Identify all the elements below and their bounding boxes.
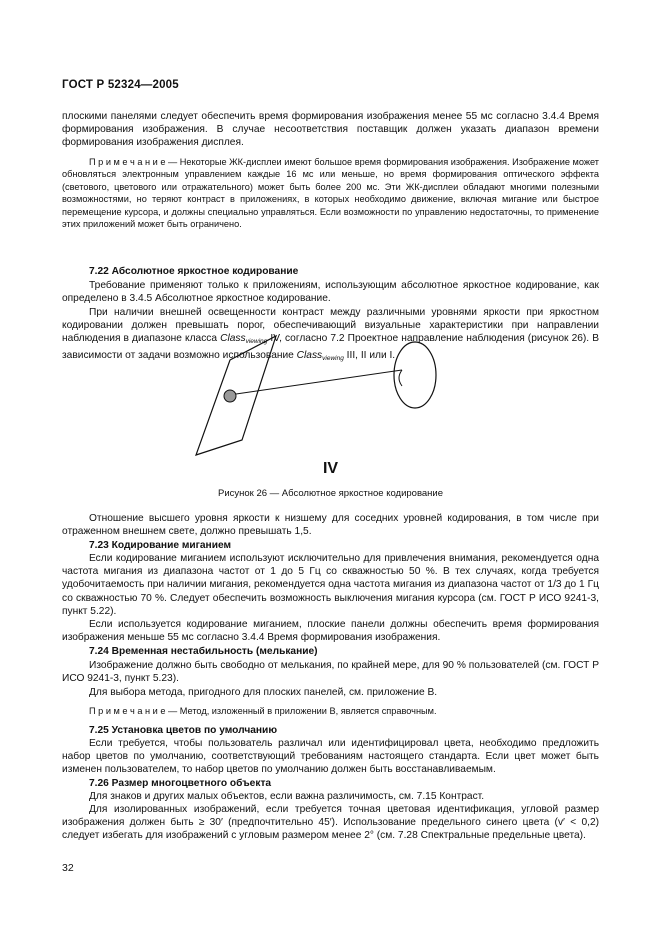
ratio-paragraph: Отношение высшего уровня яркости к низшему для соседних уровней кодирования, в том числе при отраженном внешнем свете, должно превышать 1,5. [62, 513, 599, 538]
note-1-text: — Некоторые ЖК-дисплеи имеют большое время формирования изображения. Изображение может обновляться электронным управлением каждые 16 мс или меньше, но время формирования оптического эффекта (светового, цветового или отражательного) может быть более 200 мс. Эти ЖК-дисплеи обладают многими полезными возможностями, но теряют контраст в приложениях, в которых необходимо движение, включая мигание или быстрое перемещение курсора, и должны специально управляться. Если возможности по управлению недостаточны, то применение этих приложений может быть ограничено. [62, 157, 599, 230]
intro-paragraph: плоскими панелями следует обеспечить время формирования изображения менее 55 мс согласно 3.4.4 Время формирования изображения. В случае несоответствия поставщик должен указать диапазон времени формирования изображения дисплея. [62, 111, 599, 149]
page-number: 32 [62, 862, 74, 874]
document-header: ГОСТ Р 52324—2005 [62, 79, 179, 91]
section-7-22-paragraph-1: Требование применяют только к приложениям, использующим абсолютное яркостное кодирование, как определено в 3.4.5 Абсолютное яркостное кодирование. [62, 280, 599, 305]
class-subscript: viewing [245, 338, 268, 346]
section-7-26-paragraph-1: Для знаков и других малых объектов, если важна различимость, см. 7.15 Контраст. [89, 791, 485, 802]
class-subscript: viewing [322, 354, 344, 362]
class-word: Class [296, 349, 323, 361]
figure-caption: Рисунок 26 — Абсолютное яркостное кодирование [217, 488, 444, 499]
text-run: IV, согласно 7.2 Проектное направление наблюдения (рисунок 26). В зависимости от задачи возможно использование [62, 333, 599, 361]
note-1-label: П р и м е ч а н и е [89, 157, 166, 167]
text-run: При наличии внешней освещенности контраст между различными уровнями яркости при яркостном кодировании должен превышать порог, обеспечивающий визуальные характеристики при направлении наблюдения в диапазоне класса [62, 307, 599, 345]
section-7-25-heading: 7.25 Установка цветов по умолчанию [89, 725, 278, 736]
section-7-23-paragraph-1: Если кодирование миганием используют исключительно для привлечения внимания, рекомендуется одна частота мигания из диапазона частот от 1 до 5 Гц со скважностью 50 %. В тех случаях, когда требуется удобочитаемость при наличии мигания, рекомендуется одна частота мигания из диапазона частот от 1/3 до 1 Гц со скважностью 70 %. Следует обеспечить возможность выключения мигания курсора (см. ГОСТ Р ИСО 9241-3, пункт 5.22). [62, 553, 599, 617]
section-7-24-paragraph-2: Для выбора метода, пригодного для плоских панелей, см. приложение В. [89, 687, 438, 698]
note-2-label: П р и м е ч а н и е [89, 706, 166, 716]
section-7-26-paragraph-2: Для изолированных изображений, если требуется точная цветовая идентификация, угловой размер изображения должен быть ≥ 30′ (предпочтительно 45′). Использование предельного синего цвета (v′ < 0,2) следует избегать для изображений с угловым размером менее 2° (см. 7.28 Спектральные предельные цвета). [62, 804, 599, 842]
section-7-24-paragraph-1: Изображение должно быть свободно от мелькания, по крайней мере, для 90 % пользователей (см. ГОСТ Р ИСО 9241-3, пункт 5.23). [62, 660, 599, 685]
class-word: Class [220, 333, 246, 345]
section-7-24-heading: 7.24 Временная нестабильность (мелькание) [89, 646, 318, 657]
note-1 [62, 156, 599, 230]
eye-pupil-arc [399, 370, 402, 386]
figure-26-drawing [180, 330, 480, 460]
section-7-23-paragraph-2: Если используется кодирование миганием, плоские панели должны обеспечить время формирования изображения меньше 55 мс согласно 3.4.4 Время формирования изображения. [62, 619, 599, 644]
text-run: III, II или I. [343, 349, 396, 361]
section-7-26-heading: 7.26 Размер многоцветного объекта [89, 778, 272, 789]
luminance-spot [224, 390, 236, 402]
note-2 [62, 705, 599, 717]
note-2-text: — Метод, изложенный в приложении В, является справочным. [165, 706, 437, 716]
figure-roman-numeral: IV [322, 460, 339, 477]
section-7-23-heading: 7.23 Кодирование миганием [89, 540, 232, 551]
section-7-22-heading: 7.22 Абсолютное яркостное кодирование [89, 266, 299, 277]
eye-shape [394, 342, 436, 408]
section-7-25-paragraph-1: Если требуется, чтобы пользователь различал или идентифицировал цвета, необходимо предложить набор цветов по умолчанию, соответствующий требованиям настоящего стандарта. Если цвет может быть изменен пользователем, то набор цветов по умолчанию должен быть восстанавливаемым. [62, 738, 599, 776]
